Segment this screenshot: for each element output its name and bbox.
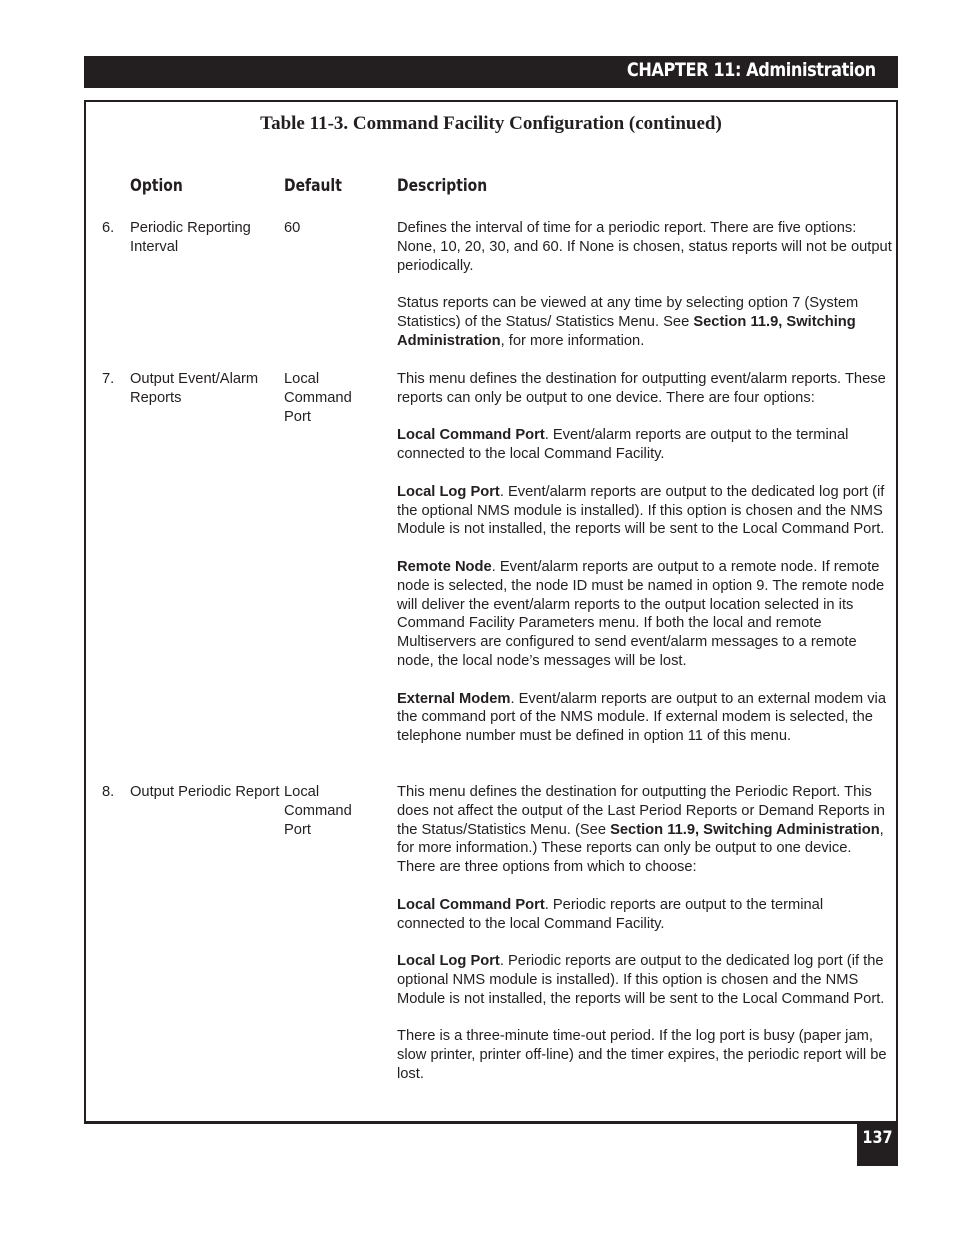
option-name: Output Periodic Report (130, 784, 280, 800)
page-number: 137 (862, 1128, 893, 1148)
default-value: Local Command Port (284, 371, 352, 425)
row-number: 8. (102, 784, 115, 800)
description-paragraph: Local Command Port. Event/alarm reports are output to the terminal connected to the local Command Facility. (397, 427, 849, 463)
description-paragraph: Remote Node. Event/alarm reports are output to a remote node. If remote node is selected, the node ID must be named in option 9. The remote node will deliver the event/alarm reports to the output location selected in its Command Facility Parameters menu. If both the local and remote Multiservers are configured to send event/alarm messages to a remote node, the local node’s messages will be lost. (397, 558, 885, 669)
description-paragraph: Local Log Port. Periodic reports are output to the dedicated log port (if the optional NMS module is installed). If this option is chosen and the NMS Module is not installed, the reports will be sent to the Local Command Port. (397, 953, 885, 1007)
section-reference: Section 11.9, Switching Administration (610, 821, 880, 838)
table-title: Table 11-3. Command Facility Configuration (continued) (260, 113, 722, 134)
column-header-description: Description (397, 176, 488, 196)
section-reference: Section 11.9, Switching Administration (397, 313, 856, 349)
row-number: 6. (102, 220, 115, 236)
option-name: Periodic Reporting Interval (130, 220, 251, 255)
page-number-box (857, 1124, 898, 1166)
description-paragraph: This menu defines the destination for outputting the Periodic Report. This does not affect the output of the Last Period Reports or Demand Reports in the Status/Statistics Menu. (See Section 11.9, Switching Administration, for more information.) These reports can only be output to one device. There are three options from which to choose: (397, 784, 885, 876)
description-cell (397, 783, 892, 1084)
option-name: Output Event/Alarm Reports (130, 371, 259, 406)
chapter-header-bar (84, 56, 898, 88)
description-paragraph: There is a three-minute time-out period. If the log port is busy (paper jam, slow printer, printer off-line) and the timer expires, the periodic report will be lost. (397, 1028, 887, 1082)
description-paragraph: This menu defines the destination for outputting event/alarm reports. These reports can only be output to one device. There are four options: (397, 371, 886, 406)
default-value: Local Command Port (284, 784, 352, 838)
description-paragraph: Local Command Port. Periodic reports are output to the terminal connected to the local Command Facility. (397, 896, 824, 932)
description-paragraph: Defines the interval of time for a periodic report. There are five options: None, 10, 20, 30, and 60. If None is chosen, status reports will not be output periodically. (397, 220, 892, 274)
configuration-table (84, 100, 898, 1123)
row-number: 7. (102, 371, 115, 387)
footer-rule (84, 1123, 898, 1124)
column-header-option: Option (130, 176, 183, 196)
description-paragraph: Local Log Port. Event/alarm reports are output to the dedicated log port (if the optional NMS module is installed). If this option is chosen and the NMS Module is not installed, the reports will be sent to the Local Command Port. (397, 483, 885, 538)
description-paragraph: Status reports can be viewed at any time by selecting option 7 (System Statistics) of the Status/ Statistics Menu. See Section 11.9, Switching Administration, for more information. (397, 295, 859, 349)
description-paragraph: External Modem. Event/alarm reports are output to an external modem via the command port of the NMS module. If external modem is selected, the telephone number must be defined in option 11 of this menu. (397, 690, 886, 745)
chapter-title: CHAPTER 11: Administration (627, 59, 876, 81)
column-header-default: Default (284, 176, 342, 196)
default-value: 60 (284, 220, 301, 236)
description-cell (397, 370, 892, 746)
description-cell (397, 219, 892, 351)
